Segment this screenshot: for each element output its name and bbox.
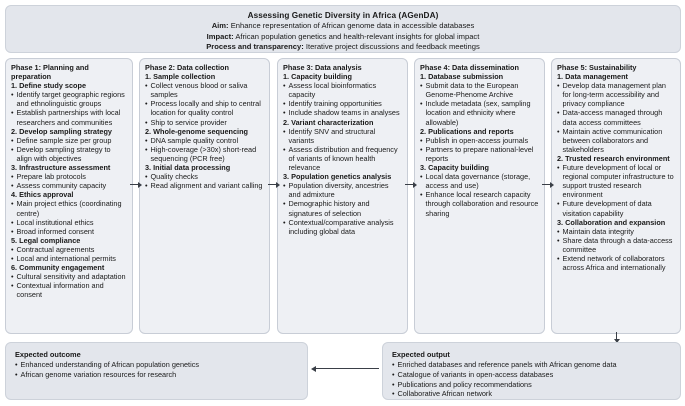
expected-output-list: [392, 360, 672, 398]
list-item: • Develop data management plan for long-term accessibility and privacy compliance: [557, 81, 675, 108]
project-impact-line: [6, 32, 680, 42]
phase-title: Phase 4: Data dissemination: [420, 63, 519, 72]
process-text: Iterative project discussions and feedback meetings: [303, 41, 480, 51]
list-item: • Local data governance (storage, access and use): [420, 172, 539, 190]
project-title: Assessing Genetic Diversity in Africa (AGenDA): [247, 11, 439, 20]
flow-arrow-phase4-to-phase5: [542, 181, 554, 188]
process-label: Process and transparency:: [206, 41, 304, 51]
phase-step-heading: 2. Variant characterization: [283, 117, 374, 127]
phase-card-4: [414, 58, 545, 334]
list-item: • Data-access managed through data access committees: [557, 108, 675, 126]
list-item: • Partners to prepare national-level reports: [420, 145, 539, 163]
list-item: • Include metadata (sex, sampling location and ethnicity where allowable): [420, 99, 539, 126]
list-item: • Share data through a data-access committee: [557, 236, 675, 254]
list-item: • Future development of data visitation capability: [557, 199, 675, 217]
phase-step-heading: 4. Ethics approval: [11, 190, 74, 200]
phase-step-heading: 3. Population genetics analysis: [283, 172, 392, 182]
list-item: • Cultural sensitivity and adaptation: [11, 272, 127, 281]
phase-step-heading: 2. Develop sampling strategy: [11, 126, 112, 136]
list-item: • Population diversity, ancestries and admixture: [283, 181, 402, 199]
phase-step-list: [145, 81, 264, 126]
phase-step-list: [145, 136, 264, 163]
aim-text: Enhance representation of African genome data in accessible databases: [228, 21, 475, 31]
expected-outcome-title: Expected outcome: [15, 350, 81, 359]
phase-title: Phase 5: Sustainability: [557, 63, 637, 72]
list-item: • Local and international permits: [11, 254, 127, 263]
aim-label: Aim:: [211, 21, 229, 31]
list-item: • Future development of local or regional computer infrastructure to support trusted research environment: [557, 163, 675, 199]
phase-step-list: [420, 136, 539, 163]
list-item: • African genome variation resources for research: [15, 370, 299, 380]
phase-card-2: [139, 58, 270, 334]
list-item: • Submit data to the European Genome-Phenome Archive: [420, 81, 539, 99]
impact-text: African population genetics and health-relevant insights for global impact: [233, 31, 480, 41]
arrow-head-right-icon: [138, 182, 142, 188]
list-item: • Catalogue of variants in open-access databases: [392, 370, 672, 380]
phase-card-5: [551, 58, 681, 334]
list-item: • Read alignment and variant calling: [145, 181, 264, 190]
list-item: • Maintain active communication between collaborators and stakeholders: [557, 127, 675, 154]
phase-step-list: [420, 81, 539, 126]
list-item: • Prepare lab protocols: [11, 172, 127, 181]
phase-step-heading: 1. Define study scope: [11, 81, 87, 91]
project-aim-line: [6, 21, 680, 31]
phase-step-list: [420, 172, 539, 217]
project-process-line: [6, 42, 680, 52]
phase-step-heading: 5. Legal compliance: [11, 235, 81, 245]
phase-step-heading: 3. Infrastructure assessment: [11, 163, 111, 173]
list-item: • Assess local bioinformatics capacity: [283, 81, 402, 99]
list-item: • Publish in open-access journals: [420, 136, 539, 145]
list-item: • Main project ethics (coordinating centre): [11, 199, 127, 217]
arrow-head-right-icon: [276, 182, 280, 188]
phase-step-list: [283, 181, 402, 236]
phase-step-list: [145, 172, 264, 190]
arrow-shaft: [315, 368, 379, 369]
list-item: • Contextual information and consent: [11, 281, 127, 299]
list-item: • DNA sample quality control: [145, 136, 264, 145]
phase-step-heading: 3. Collaboration and expansion: [557, 217, 666, 227]
list-item: • Contractual agreements: [11, 245, 127, 254]
list-item: • Enriched databases and reference panels with African genome data: [392, 360, 672, 370]
list-item: • Enhance local research capacity through collaboration and resource sharing: [420, 190, 539, 217]
list-item: • Collaborative African network: [392, 389, 672, 399]
list-item: • Publications and policy recommendations: [392, 380, 672, 390]
phase-step-heading: 2. Publications and reports: [420, 126, 514, 136]
phase-step-heading: 1. Data management: [557, 72, 628, 82]
phase-step-list: [283, 81, 402, 117]
phase-step-heading: 2. Trusted research environment: [557, 153, 670, 163]
expected-output-title: Expected output: [392, 350, 450, 359]
flow-arrow-output-to-outcome: [311, 365, 379, 372]
phase-step-list: [11, 199, 127, 235]
list-item: • Assess distribution and frequency of variants of known health relevance: [283, 145, 402, 172]
expected-outcome-card: [5, 342, 308, 400]
phase-step-heading: 1. Database submission: [420, 72, 504, 82]
list-item: • Demographic history and signatures of selection: [283, 199, 402, 217]
phase-step-list: [557, 163, 675, 218]
flow-arrow-phase2-to-phase3: [268, 181, 280, 188]
list-item: • Local institutional ethics: [11, 218, 127, 227]
list-item: • Identify target geographic regions and ethnolinguistic groups: [11, 90, 127, 108]
project-header-banner: [5, 5, 681, 53]
flow-arrow-phase3-to-phase4: [405, 181, 417, 188]
list-item: • Ship to service provider: [145, 118, 264, 127]
arrow-head-left-icon: [311, 366, 316, 372]
expected-outcome-list: [15, 360, 299, 379]
list-item: • Collect venous blood or saliva samples: [145, 81, 264, 99]
arrow-head-right-icon: [550, 182, 554, 188]
phase-step-list: [283, 127, 402, 172]
phase-step-list: [11, 90, 127, 126]
phase-step-heading: 6. Community engagement: [11, 263, 105, 273]
phase-step-heading: 1. Capacity building: [283, 72, 352, 82]
phase-step-heading: 1. Sample collection: [145, 72, 216, 82]
list-item: • High-coverage (>30x) short-read sequencing (PCR free): [145, 145, 264, 163]
list-item: • Quality checks: [145, 172, 264, 181]
phase-title: Phase 2: Data collection: [145, 63, 229, 72]
phase-step-list: [11, 172, 127, 190]
list-item: • Enhanced understanding of African population genetics: [15, 360, 299, 370]
list-item: • Assess community capacity: [11, 181, 127, 190]
impact-label: Impact:: [206, 31, 234, 41]
phase-title: Phase 1: Planning and preparation: [11, 63, 89, 82]
list-item: • Define sample size per group: [11, 136, 127, 145]
list-item: • Identify SNV and structural variants: [283, 127, 402, 145]
flow-arrow-phase1-to-phase2: [130, 181, 142, 188]
phase-step-list: [11, 245, 127, 263]
list-item: • Contextual/comparative analysis including global data: [283, 218, 402, 236]
phase-card-1: [5, 58, 133, 334]
list-item: • Include shadow teams in analyses: [283, 108, 402, 117]
list-item: • Establish partnerships with local researchers and communities: [11, 108, 127, 126]
expected-output-card: [382, 342, 681, 400]
list-item: • Process locally and ship to central location for quality control: [145, 99, 264, 117]
phase-step-heading: 3. Initial data processing: [145, 163, 231, 173]
phase-step-list: [557, 227, 675, 272]
phase-step-heading: 3. Capacity building: [420, 163, 489, 173]
phase-step-heading: 2. Whole-genome sequencing: [145, 126, 248, 136]
phase-card-3: [277, 58, 408, 334]
phase-step-list: [557, 81, 675, 154]
list-item: • Extend network of collaborators across Africa and internationally: [557, 254, 675, 272]
phase-step-list: [11, 272, 127, 299]
arrow-head-right-icon: [413, 182, 417, 188]
list-item: • Maintain data integrity: [557, 227, 675, 236]
list-item: • Develop sampling strategy to align with objectives: [11, 145, 127, 163]
list-item: • Broad informed consent: [11, 227, 127, 236]
list-item: • Identify training opportunities: [283, 99, 402, 108]
phase-title: Phase 3: Data analysis: [283, 63, 362, 72]
phase-step-list: [11, 136, 127, 163]
